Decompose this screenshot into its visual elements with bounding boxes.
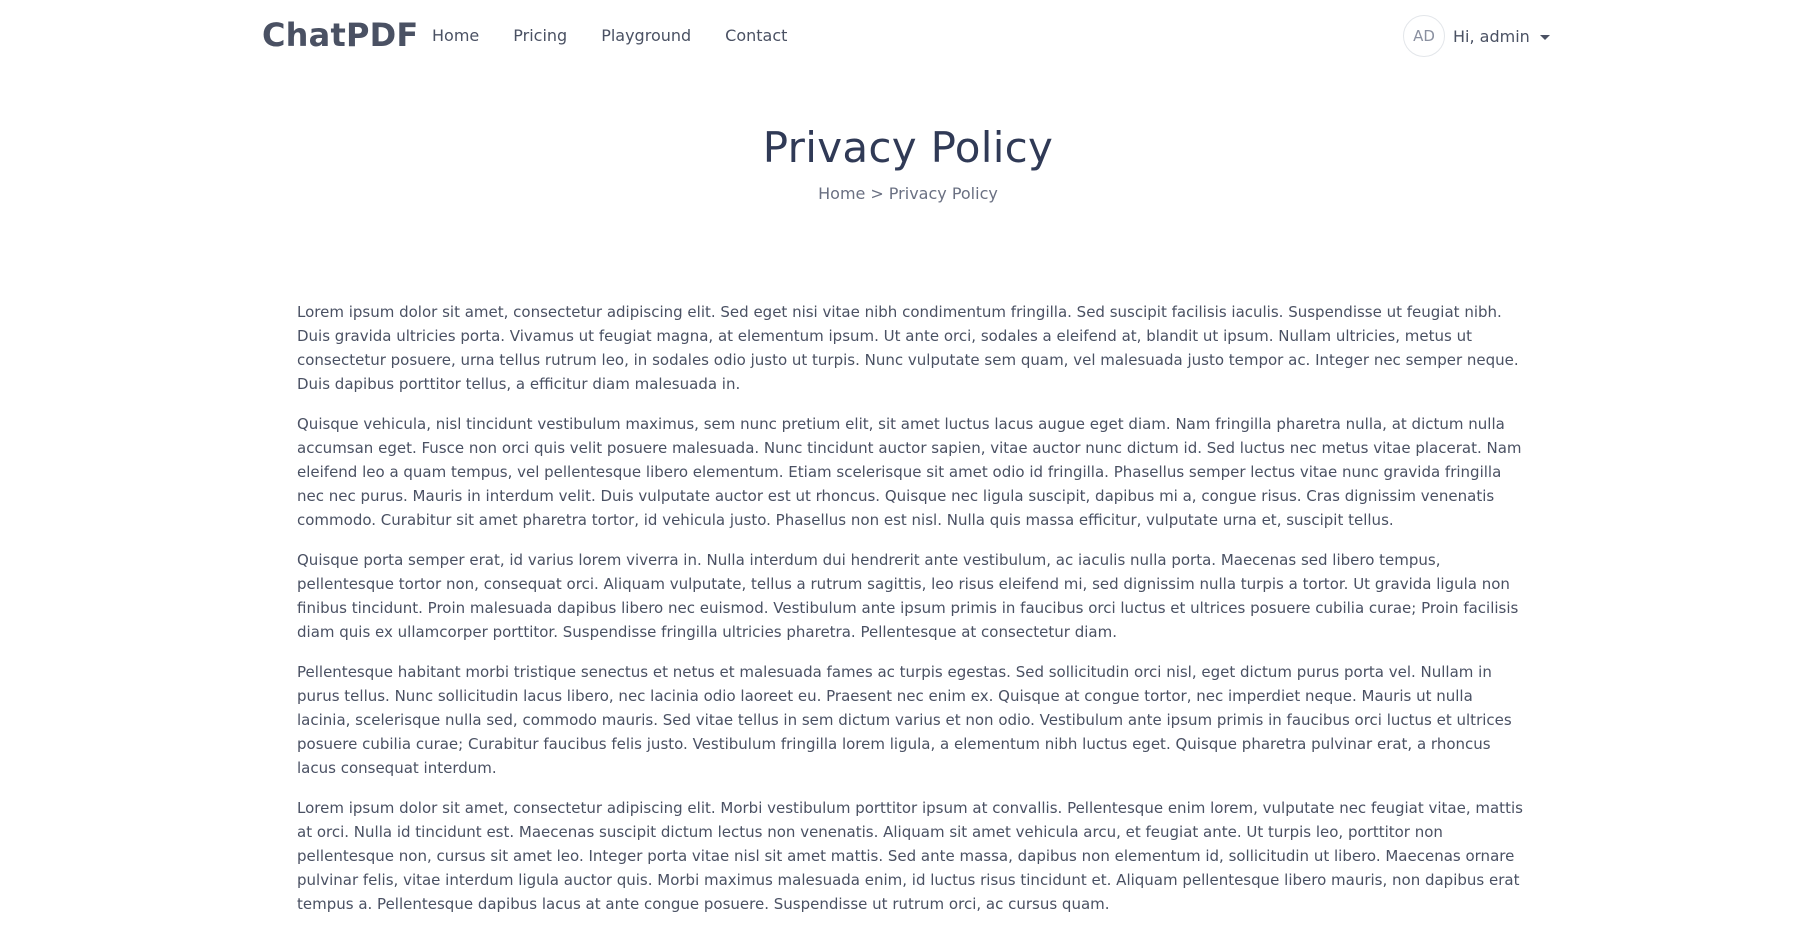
- policy-paragraph: Quisque vehicula, nisl tincidunt vestibulum maximus, sem nunc pretium elit, sit amet luctus lacus augue eget diam. Nam fringilla pharetra nulla, at dictum nulla accumsan eget. Fusce non orci quis velit posuere malesuada. Nunc tincidunt auctor sapien, vitae auctor nunc dictum id. Sed luctus nec metus vitae placerat. Nam eleifend leo a quam tempus, vel pellentesque libero elementum. Etiam scelerisque sit amet odio id fringilla. Phasellus semper lectus vitae nunc gravida fringilla nec nec purus. Mauris in interdum velit. Duis vulputate auctor est ut rhoncus. Quisque nec ligula suscipit, dapibus mi a, congue risus. Cras dignissim venenatis commodo. Curabitur sit amet pharetra tortor, id vehicula justo. Phasellus non est nisl. Nulla quis massa efficitur, vulputate urna et, suscipit tellus.: [297, 415, 1522, 529]
- top-navbar: [0, 0, 1816, 74]
- breadcrumb-separator: >: [870, 184, 884, 203]
- policy-paragraph: Quisque porta semper erat, id varius lorem viverra in. Nulla interdum dui hendrerit ante vestibulum, ac iaculis nulla porta. Maecenas sed libero tempus, pellentesque tortor non, consequat orci. Aliquam vulputate, tellus a rutrum sagittis, leo risus eleifend mi, sed dignissim nulla turpis a tortor. Ut gravida ligula non finibus tincidunt. Proin malesuada dapibus libero nec euismod. Vestibulum ante ipsum primis in faucibus orci luctus et ultrices posuere cubilia curae; Proin facilisis diam quis ex ullamcorper porttitor. Suspendisse fringilla ultricies pharetra. Pellentesque at consectetur diam.: [297, 551, 1519, 641]
- policy-content: [297, 300, 1525, 932]
- avatar: AD: [1403, 15, 1445, 57]
- brand-logo[interactable]: ChatPDF: [262, 16, 419, 54]
- nav-link-contact[interactable]: Contact: [725, 26, 788, 45]
- policy-paragraph: Lorem ipsum dolor sit amet, consectetur adipiscing elit. Sed eget nisi vitae nibh condimentum fringilla. Sed suscipit facilisis iaculis. Suspendisse ut feugiat nibh. Duis gravida ultricies porta. Vivamus ut feugiat magna, at elementum ipsum. Ut ante orci, sodales a eleifend at, blandit ut ipsum. Nullam ultricies, metus ut consectetur posuere, urna tellus rutrum leo, in sodales odio justo ut turpis. Nunc vulputate sem quam, vel malesuada justo tempor ac. Integer nec semper neque. Duis dapibus porttitor tellus, a efficitur diam malesuada in.: [297, 303, 1519, 393]
- policy-paragraph: Lorem ipsum dolor sit amet, consectetur adipiscing elit. Morbi vestibulum porttitor ipsum at convallis. Pellentesque enim lorem, vulputate nec feugiat vitae, mattis at orci. Nulla id tincidunt est. Maecenas suscipit dictum lectus non venenatis. Aliquam sit amet vehicula arcu, et feugiat ante. Ut turpis leo, porttitor non pellentesque non, cursus sit amet leo. Integer porta vitae nisl sit amet mattis. Sed ante massa, dapibus non elementum id, sollicitudin ut libero. Maecenas ornare pulvinar felis, vitae interdum ligula auctor quis. Morbi maximus malesuada enim, id luctus risus tincidunt et. Aliquam pellentesque libero mauris, non dapibus erat tempus a. Pellentesque dapibus lacus at ante congue posuere. Suspendisse ut rutrum orci, ac cursus quam.: [297, 799, 1523, 913]
- breadcrumb-current: Privacy Policy: [888, 184, 998, 203]
- breadcrumb-home-link[interactable]: Home: [818, 184, 866, 203]
- nav-link-pricing[interactable]: Pricing: [513, 26, 568, 45]
- page-header: [0, 122, 1816, 203]
- nav-links: [432, 26, 821, 45]
- caret-down-icon: [1540, 35, 1550, 40]
- policy-paragraph: Pellentesque habitant morbi tristique senectus et netus et malesuada fames ac turpis egestas. Sed sollicitudin orci nisl, eget dictum purus porta vel. Nullam in purus tellus. Nunc sollicitudin lacus libero, nec lacinia odio laoreet eu. Praesent nec enim ex. Quisque at congue tortor, nec imperdiet neque. Mauris ut nulla lacinia, scelerisque nulla sed, commodo mauris. Sed vitae tellus in sem dictum varius et non odio. Vestibulum ante ipsum primis in faucibus orci luctus et ultrices posuere cubilia curae; Curabitur faucibus felis justo. Vestibulum fringilla lorem ligula, a elementum nibh luctus eget. Quisque pharetra pulvinar erat, a rhoncus lacus consequat interdum.: [297, 663, 1512, 777]
- user-greeting: Hi, admin: [1453, 26, 1530, 46]
- user-menu-toggle[interactable]: [1403, 15, 1550, 57]
- nav-link-home[interactable]: Home: [432, 26, 480, 45]
- breadcrumb: [0, 184, 1816, 203]
- page-title: Privacy Policy: [762, 123, 1054, 172]
- nav-link-playground[interactable]: Playground: [601, 26, 692, 45]
